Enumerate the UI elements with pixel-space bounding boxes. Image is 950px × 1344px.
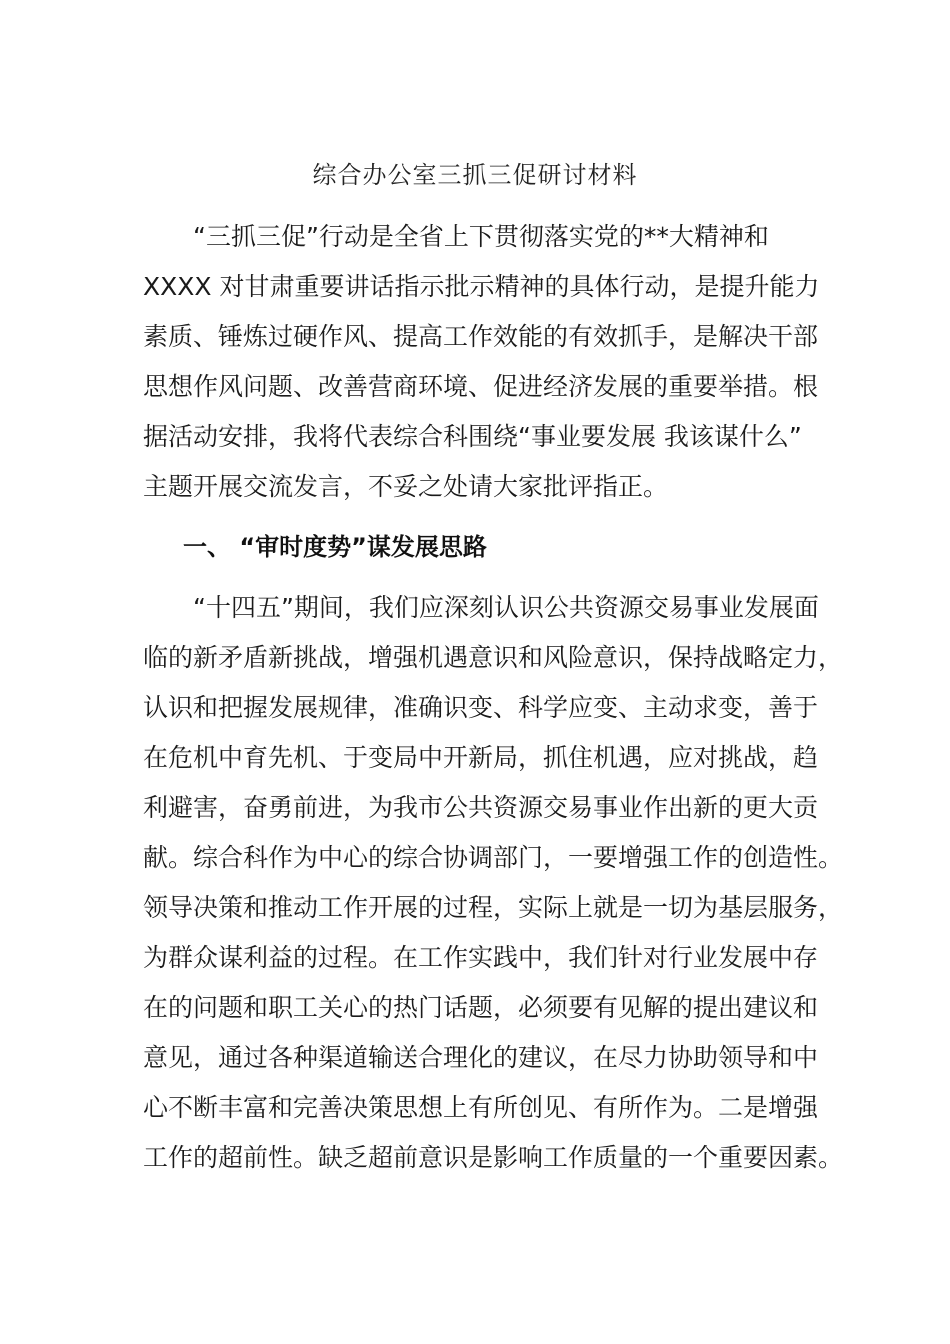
- section-1-line: 为群众谋利益的过程。在工作实践中，我们针对行业发展中存: [143, 943, 819, 972]
- intro-paragraph: [143, 212, 820, 512]
- section-1-heading: 一、 “审时度势”谋发展思路: [183, 533, 487, 561]
- section-1-line: 意见，通过各种渠道输送合理化的建议，在尽力协助领导和中: [143, 1043, 819, 1072]
- section-1-line: 心不断丰富和完善决策思想上有所创见、有所作为。二是增强: [143, 1093, 819, 1122]
- section-1-paragraph: [143, 583, 844, 1183]
- intro-line: XXXX 对甘肃重要讲话指示批示精神的具体行动，是提升能力: [143, 272, 820, 301]
- section-1-line: “十四五”期间，我们应深刻认识公共资源交易事业发展面: [193, 593, 819, 622]
- section-1-line: 工作的超前性。缺乏超前意识是影响工作质量的一个重要因素。: [143, 1143, 844, 1172]
- intro-line: 素质、锤炼过硬作风、提高工作效能的有效抓手，是解决干部: [143, 322, 819, 351]
- section-1-line: 领导决策和推动工作开展的过程，实际上就是一切为基层服务，: [143, 893, 844, 922]
- section-1-line: 利避害，奋勇前进，为我市公共资源交易事业作出新的更大贡: [143, 793, 819, 822]
- intro-line: 主题开展交流发言，不妥之处请大家批评指正。: [143, 472, 669, 501]
- section-1-line: 临的新矛盾新挑战，增强机遇意识和风险意识，保持战略定力，: [143, 643, 844, 672]
- intro-line: 据活动安排，我将代表综合科围绕“事业要发展 我该谋什么”: [143, 422, 802, 451]
- section-1-line: 认识和把握发展规律，准确识变、科学应变、主动求变，善于: [143, 693, 819, 722]
- section-1-line: 献。综合科作为中心的综合协调部门，一要增强工作的创造性。: [143, 843, 844, 872]
- document-title: 综合办公室三抓三促研讨材料: [312, 161, 638, 189]
- section-1-line: 在危机中育先机、于变局中开新局，抓住机遇，应对挑战，趋: [143, 743, 819, 772]
- intro-line: 思想作风问题、改善营商环境、促进经济发展的重要举措。根: [143, 372, 819, 401]
- section-1-line: 在的问题和职工关心的热门话题，必须要有见解的提出建议和: [143, 993, 819, 1022]
- intro-line: “三抓三促”行动是全省上下贯彻落实党的**大精神和: [193, 222, 769, 251]
